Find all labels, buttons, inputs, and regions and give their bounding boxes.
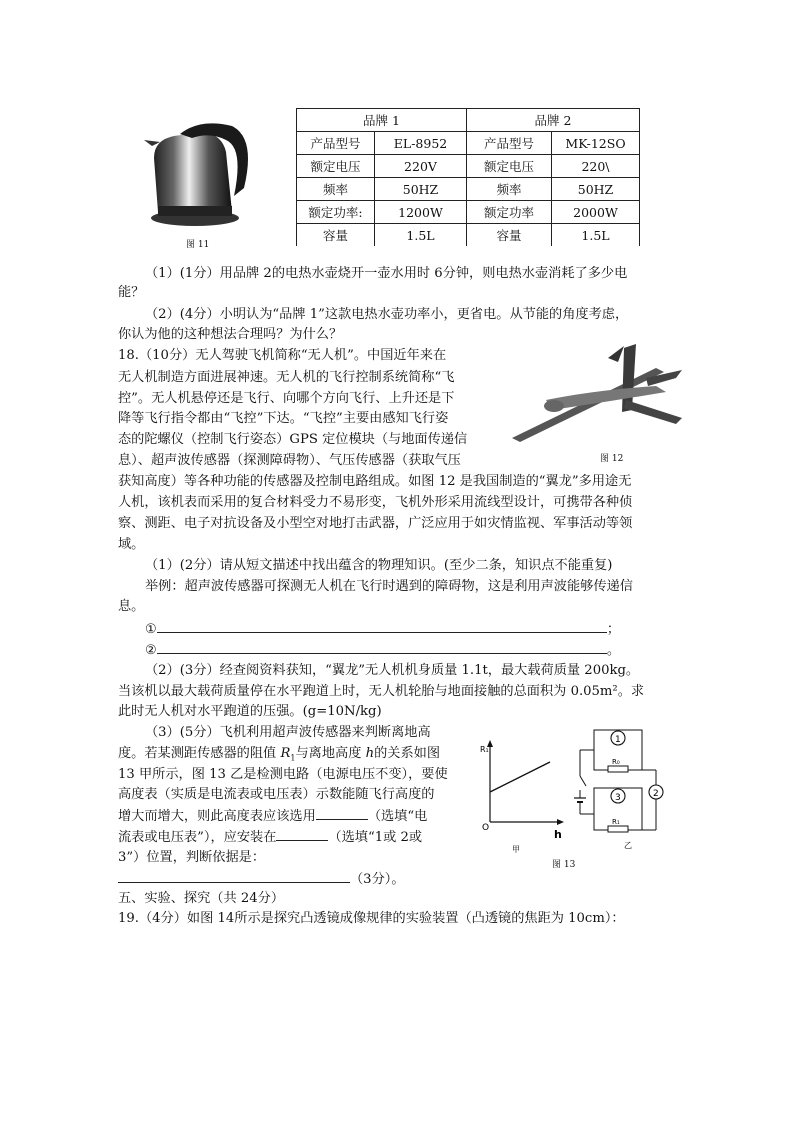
q18-line: 18.（10分）无人驾驶飞机简称“无人机”。中国近年来在 bbox=[118, 348, 447, 363]
q18-line: 域。 bbox=[118, 537, 145, 552]
text: 增大而增大，则此高度表应该选用 bbox=[118, 809, 316, 824]
q18-sub2-line1: （2）(3分）经查阅资料获知，“翼龙”无人机机身质量 1.1t，最大载荷质量 200kg。 bbox=[145, 663, 640, 678]
table-cell: EL-8952 bbox=[375, 132, 467, 155]
table-cell: 2000W bbox=[552, 201, 640, 224]
text: （选填“电 bbox=[367, 809, 428, 824]
yi-label: 乙 bbox=[624, 841, 632, 850]
text: （选填“1或 2或 bbox=[328, 830, 423, 845]
q18-sub3-line7: 3”）位置，判断依据是： bbox=[118, 850, 266, 865]
brand2-header: 品牌 2 bbox=[467, 109, 640, 132]
q17-part2-line2: 你认为他的这种想法合理吗？为什么？ bbox=[118, 327, 343, 342]
table-cell: 额定功率: bbox=[297, 201, 375, 224]
q18-sub1-line1: （1）(2分）请从短文描述中找出蕴含的物理知识。(至少二条，知识点不能重复) bbox=[145, 558, 613, 573]
q18-sub3-line5 bbox=[118, 807, 427, 826]
fig13-caption: 图 13 bbox=[552, 860, 576, 870]
h-axis-label: h bbox=[554, 828, 562, 841]
table-cell: 产品型号 bbox=[467, 132, 552, 155]
r1-label: R₁ bbox=[612, 818, 620, 826]
blank-reason[interactable] bbox=[118, 870, 350, 883]
answer-line-2 bbox=[145, 641, 620, 660]
table-cell: 220\ bbox=[552, 155, 640, 178]
q18-sub3-line8 bbox=[118, 870, 405, 889]
section-5-heading: 五、实验、探究（共 24分） bbox=[118, 891, 285, 906]
q18-line: 人机，该机表而采用的复合材料受力不易形变，飞机外形采用流线型设计，可携带各种侦 bbox=[118, 495, 633, 510]
blank-meter-type[interactable] bbox=[316, 807, 368, 820]
fig11-caption: 图 11 bbox=[186, 240, 210, 250]
figure-13 bbox=[476, 724, 670, 870]
table-cell: 容量 bbox=[297, 224, 375, 247]
table-cell: 频率 bbox=[297, 178, 375, 201]
table-cell: 容量 bbox=[467, 224, 552, 247]
table-cell: MK-12SO bbox=[552, 132, 640, 155]
drone-image bbox=[506, 340, 686, 445]
text: 流表或电压表”），应安装在 bbox=[118, 830, 277, 845]
table-cell: 50HZ bbox=[375, 178, 467, 201]
q18-sub3-line3: 13 甲所示，图 13 乙是检测电路（电源电压不变），要使 bbox=[118, 767, 448, 782]
q18-line: 获知高度）等各种功能的传感器及控制电路组成。如图 12 是我国制造的“翼龙”多用途无 bbox=[118, 474, 632, 489]
answer-end-1: ； bbox=[606, 622, 621, 637]
blank-position[interactable] bbox=[276, 828, 328, 841]
answer-line-1 bbox=[145, 620, 620, 639]
q18-sub3-line2 bbox=[118, 745, 440, 768]
origin-label: O bbox=[482, 823, 490, 833]
table-cell: 额定电压 bbox=[297, 155, 375, 178]
answer-blank-1[interactable] bbox=[157, 620, 607, 633]
jia-label: 甲 bbox=[512, 845, 520, 854]
q18-sub3-line4: 高度表（实质是电流表或电压表）示数能随飞行高度的 bbox=[118, 787, 435, 802]
q18-sub3-line1: （3）(5分）飞机利用超声波传感器来判断离地高 bbox=[145, 725, 431, 740]
table-cell: 额定功率 bbox=[467, 201, 552, 224]
q18-line: 控”。无人机悬停还是飞行、向哪个方向飞行、上升还是下 bbox=[118, 391, 455, 406]
answer-mark-1: ① bbox=[145, 622, 157, 637]
table-cell: 1200W bbox=[375, 201, 467, 224]
q18-line: 降等飞行指令都由“飞控”下达。“飞控”主要由感知飞行姿 bbox=[118, 411, 449, 426]
meter2-label: 2 bbox=[653, 789, 659, 799]
text: 的关系如图 bbox=[374, 746, 441, 761]
meter1-label: 1 bbox=[615, 735, 621, 745]
q18-sub1-line2: 举例：超声波传感器可探测无人机在飞行时遇到的障碍物，这是利用声波能够传递信 bbox=[145, 579, 633, 594]
q17-part1-line1: （1）(1分）用品牌 2的电热水壶烧开一壶水用时 6分钟，则电热水壶消耗了多少电 bbox=[145, 266, 628, 281]
q18-line: 态的陀螺仪（控制飞行姿态）GPS 定位模块（与地面传递信 bbox=[118, 432, 468, 447]
brand1-header: 品牌 1 bbox=[297, 109, 467, 132]
q18-sub3-line6 bbox=[118, 828, 422, 847]
kettle-spec-table bbox=[296, 108, 640, 246]
q18-line: 息）、超声波传感器（探测障碍物）、气压传感器（获取气压 bbox=[118, 453, 461, 468]
answer-end-2: 。 bbox=[606, 643, 621, 658]
table-cell: 220V bbox=[375, 155, 467, 178]
text: （3分）。 bbox=[350, 872, 405, 887]
text: 度。若某测距传感器的阻值 bbox=[118, 746, 281, 761]
table-cell: 1.5L bbox=[552, 224, 640, 247]
var-sub: 1 bbox=[290, 753, 296, 763]
meter3-label: 3 bbox=[615, 793, 621, 803]
q18-line: 察、测距、电子对抗设备及小型空对地打击武器，广泛应用于如灾情监视、军事活动等领 bbox=[118, 516, 633, 531]
answer-blank-2[interactable] bbox=[157, 641, 607, 654]
table-cell: 产品型号 bbox=[297, 132, 375, 155]
q17-part1-line2: 能？ bbox=[118, 285, 145, 300]
r0-label: R₀ bbox=[612, 758, 620, 766]
q18-sub1-line3: 息。 bbox=[118, 599, 145, 614]
fig12-caption: 图 12 bbox=[600, 454, 624, 464]
kettle-image bbox=[140, 118, 260, 230]
table-cell: 1.5L bbox=[375, 224, 467, 247]
table-cell: 额定电压 bbox=[467, 155, 552, 178]
q18-line: 无人机制造方面进展神速。无人机的飞行控制系统简称“飞 bbox=[118, 370, 455, 385]
q18-sub2-line3: 此时无人机对水平跑道的压强。(g=10N/kg) bbox=[118, 704, 382, 719]
var-h: h bbox=[365, 746, 375, 761]
q18-sub2-line2: 当该机以最大载荷质量停在水平跑道上时，无人机轮胎与地面接触的总面积为 0.05m²。求 bbox=[118, 684, 645, 699]
q19-text: 19.（4分）如图 14所示是探究凸透镜成像规律的实验装置（凸透镜的焦距为 10cm）： bbox=[118, 911, 625, 926]
table-cell: 50HZ bbox=[552, 178, 640, 201]
r1-axis-label: R₁ bbox=[480, 745, 489, 754]
answer-mark-2: ② bbox=[145, 643, 157, 658]
text: 与离地高度 bbox=[295, 746, 366, 761]
var-r: R bbox=[280, 746, 291, 761]
table-cell: 频率 bbox=[467, 178, 552, 201]
q17-part2-line1: （2）(4分）小明认为“品牌 1”这款电热水壶功率小，更省电。从节能的角度考虑， bbox=[145, 307, 629, 322]
